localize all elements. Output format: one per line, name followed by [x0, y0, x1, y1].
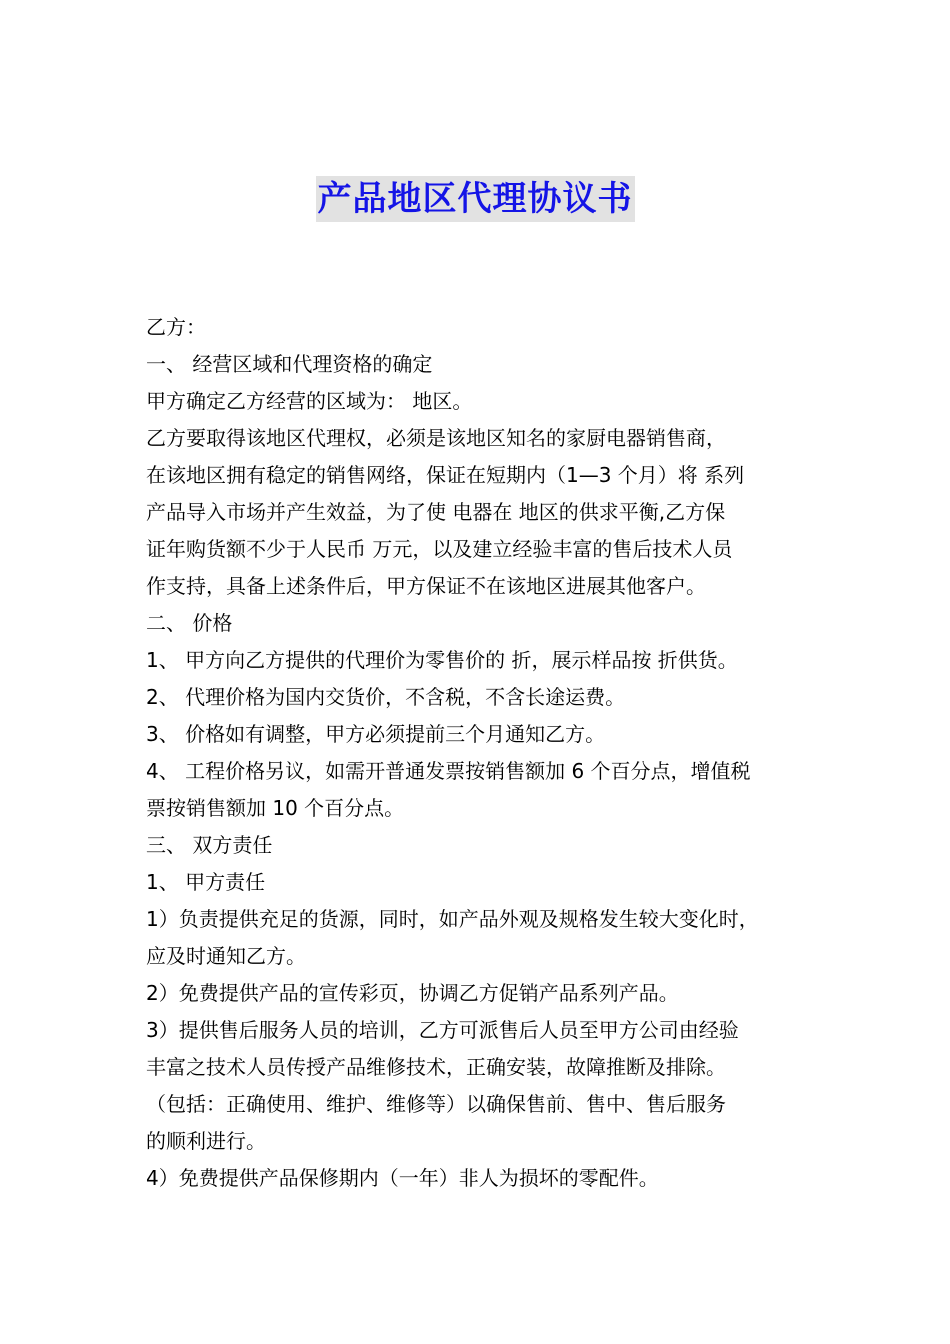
list-item: 3、 价格如有调整，甲方必须提前三个月通知乙方。	[146, 722, 606, 746]
list-item: 2）免费提供产品的宣传彩页，协调乙方促销产品系列产品。	[146, 981, 679, 1005]
list-item: 4）免费提供产品保修期内（一年）非人为损坏的零配件。	[146, 1166, 659, 1190]
title-container	[0, 176, 950, 222]
paragraph-line: 在该地区拥有稳定的销售网络，保证在短期内（1—3 个月）将 系列	[146, 463, 745, 487]
paragraph-line: 作支持，具备上述条件后，甲方保证不在该地区进展其他客户。	[146, 574, 706, 598]
paragraph-line: 产品导入市场并产生效益，为了使 电器在 地区的供求平衡,乙方保	[146, 500, 726, 524]
paragraph-line: 丰富之技术人员传授产品维修技术，正确安装，故障推断及排除。	[146, 1055, 726, 1079]
list-item: 1、 甲方向乙方提供的代理价为零售价的 折，展示样品按 折供货。	[146, 648, 738, 672]
list-item: 4、 工程价格另议，如需开普通发票按销售额加 6 个百分点，增值税	[146, 759, 751, 783]
list-item: 3）提供售后服务人员的培训，乙方可派售后人员至甲方公司由经验	[146, 1018, 739, 1042]
paragraph-line: 应及时通知乙方。	[146, 944, 306, 968]
paragraph-line: 甲方确定乙方经营的区域为： 地区。	[146, 389, 473, 413]
document-title: 产品地区代理协议书	[316, 176, 635, 222]
paragraph-line: （包括：正确使用、维护、维修等）以确保售前、售中、售后服务	[146, 1092, 726, 1116]
document-body	[146, 309, 826, 1197]
paragraph-line: 乙方要取得该地区代理权，必须是该地区知名的家厨电器销售商，	[146, 426, 726, 450]
section-heading: 一、 经营区域和代理资格的确定	[146, 352, 433, 376]
section-heading: 二、 价格	[146, 611, 233, 635]
subsection-heading: 1、 甲方责任	[146, 870, 266, 894]
section-heading: 三、 双方责任	[146, 833, 273, 857]
paragraph-line: 乙方：	[146, 315, 206, 339]
list-item: 2、 代理价格为国内交货价，不含税，不含长途运费。	[146, 685, 626, 709]
paragraph-line: 的顺利进行。	[146, 1129, 266, 1153]
paragraph-line: 证年购货额不少于人民币 万元，以及建立经验丰富的售后技术人员	[146, 537, 733, 561]
paragraph-line: 票按销售额加 10 个百分点。	[146, 796, 405, 820]
list-item: 1）负责提供充足的货源，同时，如产品外观及规格发生较大变化时，	[146, 907, 759, 931]
